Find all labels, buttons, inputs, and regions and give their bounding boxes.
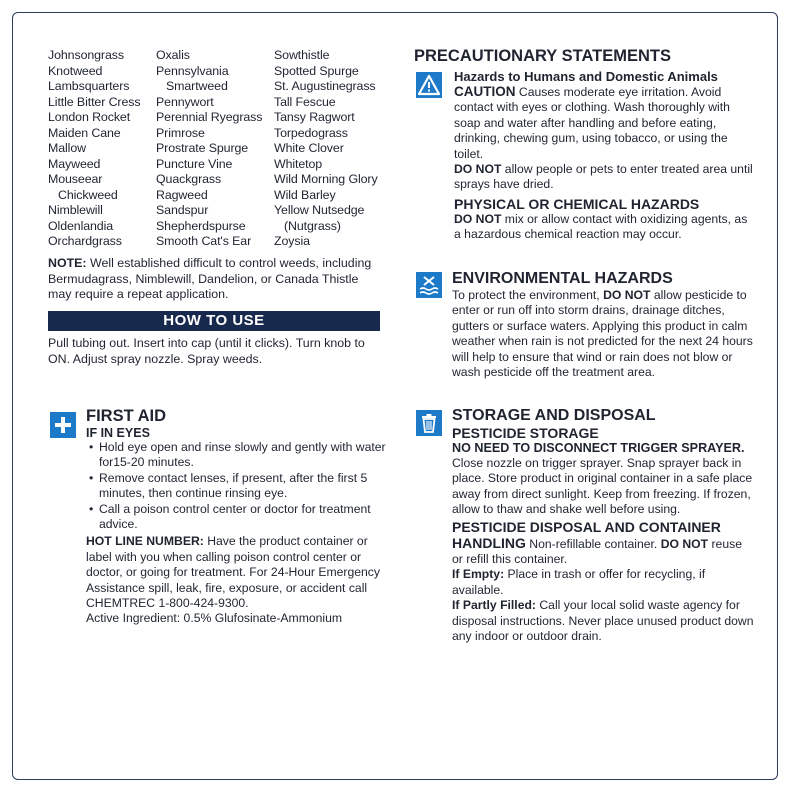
weed-item: Tansy Ragwort xyxy=(274,110,355,124)
weed-item: Chickweed xyxy=(58,187,118,202)
weed-item: Primrose xyxy=(156,125,205,140)
disposal-title: PESTICIDE DISPOSAL AND CONTAINER xyxy=(452,518,721,535)
env-donot: DO NOT xyxy=(603,288,651,302)
hotline-text: Have the product container or label with you when calling poison control center or doctor, or going for treatment. For 24-Hour Emergency Assistance spill, leak, fire, exposure, or accident call CHEMTREC 1-800-424-9300. xyxy=(86,534,380,611)
hazards-title: Hazards to Humans and Domestic Animals xyxy=(454,69,718,84)
weed-item: Smartweed xyxy=(166,79,228,93)
if-empty-text: Place in trash or offer for recycling, if available. xyxy=(452,567,706,597)
weed-item: Wild Morning Glory xyxy=(274,172,378,186)
weed-item: Mouseear xyxy=(48,172,103,186)
weed-item: Maiden Cane xyxy=(48,125,121,140)
disposal-donot: DO NOT xyxy=(660,536,709,551)
list-item: • Hold eye open and rinse slowly and gently with water for15-20 minutes. xyxy=(86,440,386,471)
disposal-text-a: Non-refillable container. xyxy=(525,536,661,551)
list-item: • Call a poison control center or doctor for treatment advice. xyxy=(86,502,386,533)
physical-hazards-text xyxy=(454,212,754,243)
weed-item: Oldenlandia xyxy=(48,218,114,233)
caution-text: Causes moderate eye irritation. Avoid contact with eyes or clothing. Wash thoroughly with soap and water after handling and before eating, drinking, chewing gum, using tobacco, or using the toilet. xyxy=(454,85,730,161)
weed-item: Zoysia xyxy=(274,234,310,248)
weed-item: White Clover xyxy=(274,141,344,155)
storage-title: STORAGE AND DISPOSAL xyxy=(452,407,656,424)
weed-item: Puncture Vine xyxy=(156,156,233,171)
first-aid-title: FIRST AID xyxy=(86,407,167,425)
environmental-section xyxy=(452,269,756,380)
physical-hazards-title: PHYSICAL OR CHEMICAL HAZARDS xyxy=(454,195,700,212)
weed-item: London Rocket xyxy=(48,110,131,124)
weed-item: Torpedograss xyxy=(274,125,348,140)
weed-item: Mallow xyxy=(48,141,86,155)
first-aid-bullets xyxy=(86,440,386,532)
disposal-title-2: HANDLING xyxy=(452,534,526,551)
water-icon xyxy=(416,272,442,298)
plus-icon xyxy=(50,412,76,438)
weed-item: Yellow Nutsedge xyxy=(274,203,365,217)
weed-item: Johnsongrass xyxy=(48,48,124,62)
weed-item: Ragweed xyxy=(156,187,208,202)
disposal-text xyxy=(452,535,756,568)
list-item: • Remove contact lenses, if present, after the first 5 minutes, then continue rinsing eye. xyxy=(86,471,386,502)
weed-item: Spotted Spurge xyxy=(274,63,359,78)
environmental-title: ENVIRONMENTAL HAZARDS xyxy=(452,270,673,287)
weed-note xyxy=(48,256,384,303)
hotline xyxy=(86,534,386,611)
weed-item: Pennsylvania xyxy=(156,63,229,78)
weed-item: St. Augustinegrass xyxy=(274,79,376,93)
env-text-a: To protect the environment, xyxy=(452,288,604,302)
if-empty-label: If Empty: xyxy=(452,567,505,582)
if-partly-filled xyxy=(452,598,756,644)
weed-item: Orchardgrass xyxy=(48,234,122,248)
weed-item: Little Bitter Cress xyxy=(48,94,141,109)
weed-item: Sowthistle xyxy=(274,48,330,62)
weed-item: Quackgrass xyxy=(156,172,222,186)
weed-list-column-2 xyxy=(156,48,262,250)
donot-text: allow people or pets to enter treated area until sprays have dried. xyxy=(454,162,753,192)
trash-icon xyxy=(416,410,442,436)
caution-label: CAUTION xyxy=(454,84,516,99)
weed-item: Perennial Ryegrass xyxy=(156,110,263,124)
weed-list-column-1 xyxy=(48,48,140,250)
storage-text: Close nozzle on trigger sprayer. Snap sprayer back in place. Store product in original container in a safe place away from direct sunlight. Keep from freezing. If frozen, allow to thaw and shake well before using. xyxy=(452,456,753,517)
if-partly-label: If Partly Filled: xyxy=(452,598,536,613)
weed-item: Lambsquarters xyxy=(48,79,130,93)
physical-donot-label: DO NOT xyxy=(454,211,502,226)
warning-icon xyxy=(416,72,442,98)
disposal-text-b: reuse or refill this container. xyxy=(452,536,742,567)
how-to-use-heading: HOW TO USE xyxy=(48,311,380,331)
weed-item: Prostrate Spurge xyxy=(156,141,249,155)
weed-item: Shepherdspurse xyxy=(156,218,246,233)
note-text: Well established difficult to control weeds, including Bermudagrass, Nimblewill, Dandelion, or Canada Thistle may require a repeat application. xyxy=(48,256,372,301)
caution-paragraph xyxy=(454,84,754,162)
weed-item: Pennywort xyxy=(156,94,214,109)
donot-paragraph xyxy=(454,162,754,193)
weed-item: (Nutgrass) xyxy=(284,218,341,233)
how-to-use-text: Pull tubing out. Insert into cap (until it clicks). Turn knob to ON. Adjust spray nozzle. Spray weeds. xyxy=(48,336,365,366)
first-aid-subtitle: IF IN EYES xyxy=(86,426,150,440)
active-ingredient: Active Ingredient: 0.5% Glufosinate-Ammonium xyxy=(86,611,343,626)
weed-list-column-3 xyxy=(274,48,378,250)
weed-item: Whitetop xyxy=(274,156,323,171)
first-aid-section xyxy=(86,407,386,627)
weed-item: Tall Fescue xyxy=(274,94,336,109)
if-partly-text: Call your local solid waste agency for disposal instructions. Never place unused product down any indoor or outdoor drain. xyxy=(452,598,754,644)
weed-item: Nimblewill xyxy=(48,203,103,217)
storage-section xyxy=(452,406,756,644)
weed-item: Wild Barley xyxy=(274,187,336,202)
precautionary-section xyxy=(414,47,754,243)
weed-item: Smooth Cat's Ear xyxy=(156,234,252,248)
note-label: NOTE: xyxy=(48,256,87,270)
if-empty xyxy=(452,567,756,598)
weed-item: Knotweed xyxy=(48,63,103,78)
weed-item: Sandspur xyxy=(156,203,209,217)
weed-item: Oxalis xyxy=(156,48,190,62)
donot-label: DO NOT xyxy=(454,162,502,177)
physical-text: mix or allow contact with oxidizing agents, as a hazardous chemical reaction may occur. xyxy=(454,211,748,242)
weed-item: Mayweed xyxy=(48,156,101,171)
env-text-b: allow pesticide to enter or run off into storm drains, drainage ditches, gutters or surface waters. Applying this product in calm weather when rain is not predicted for the next 24 hours will help to ensure that wind or rain does not blow or wash pesticide off the treatment area. xyxy=(452,288,753,380)
precautionary-title: PRECAUTIONARY STATEMENTS xyxy=(414,47,671,65)
hotline-label: HOT LINE NUMBER: xyxy=(86,534,204,549)
storage-subtitle: PESTICIDE STORAGE xyxy=(452,425,599,441)
environmental-text xyxy=(452,288,756,380)
no-need-disconnect: NO NEED TO DISCONNECT TRIGGER SPRAYER. xyxy=(452,441,745,455)
